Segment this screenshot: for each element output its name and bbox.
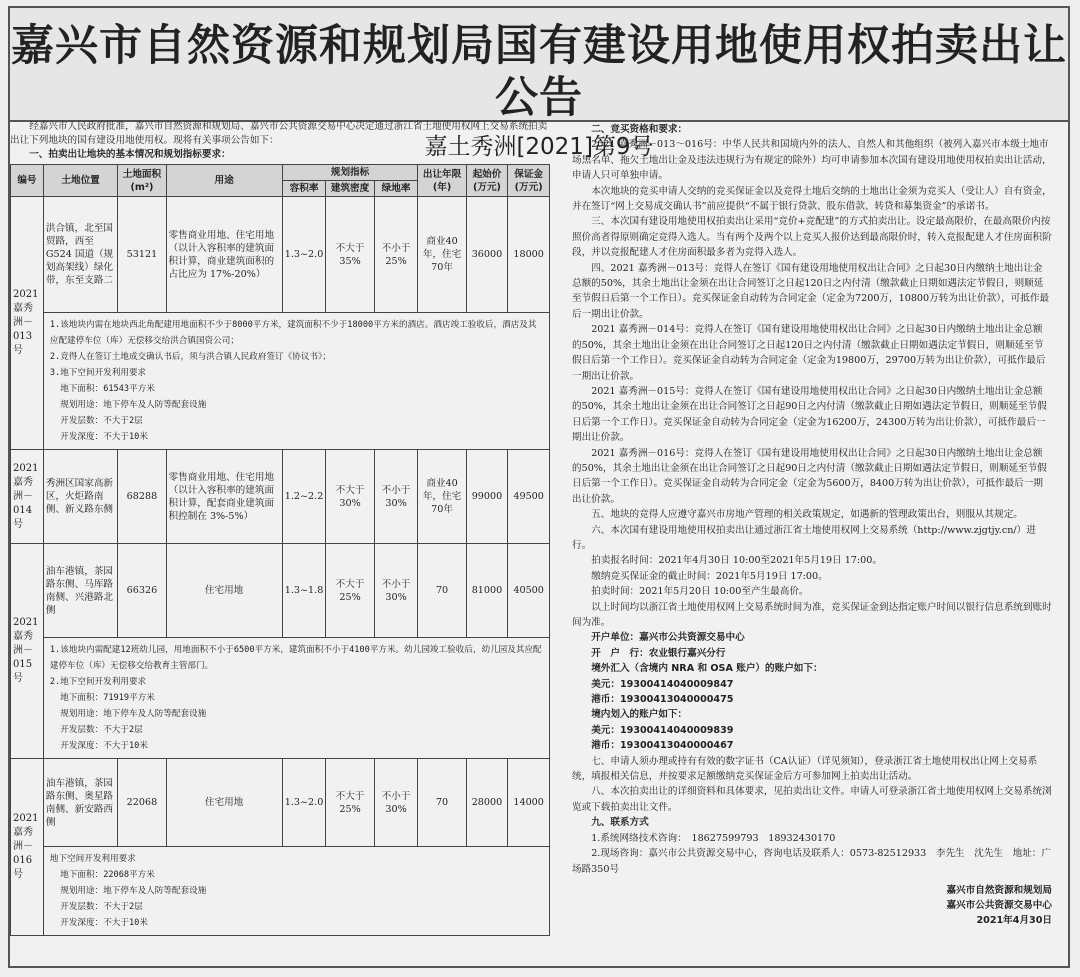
- row-deposit: 18000: [508, 197, 550, 313]
- row-start-price: 81000: [466, 544, 508, 638]
- row-deposit: 49500: [508, 450, 550, 544]
- section-7: 七、申请人须办理或持有有效的数字证书（CA认证）（详见须知），登录浙江省土地使用权出让网上交易系统，填报相关信息，并按要求足额缴纳竞买保证金后方可参加网上拍卖出让活动。: [572, 755, 1038, 783]
- notice-number: 嘉土秀洲[2021]第9号: [424, 134, 654, 160]
- col-density-header: 建筑密度: [326, 181, 374, 197]
- bank-account-unit: 开户单位：嘉兴市公共资源交易中心: [591, 632, 745, 644]
- domestic-hkd-account: 港币：19300413040000467: [591, 740, 734, 752]
- row-area: 66326: [118, 544, 166, 638]
- row-area: 68288: [118, 450, 166, 544]
- foreign-accounts-heading: 境外汇入（含境内 NRA 和 OSA 账户）的账户如下：: [591, 663, 823, 675]
- col-deposit-header: 保证金(万元): [508, 165, 550, 197]
- row-location: 油车港镇，茶园路东侧、马厍路南侧、兴港路北侧: [43, 544, 117, 638]
- section-4-013: 四、2021 嘉秀洲－013号：竞得人在签订《国有建设用地使用权出让合同》之日起30日内缴纳土地出让金总额的50%，其余土地出让金须在出让合同签订之日起120日之内付清（缴款截止日期如遇法定节假日，则顺延至节假日后第一个工作日）。竞买保证金自动转为合同定金（定金为7200万，10800万转为出让价款），可抵作最后一期出让价款。: [572, 262, 1050, 320]
- notice-date: 2021年4月30日: [976, 914, 1052, 926]
- row-id: 2021 嘉秀洲－013号: [11, 197, 44, 450]
- section-5: 五、地块的竞得人应遵守嘉兴市房地产管理的相关政策规定，如遇新的管理政策出台，则服从其规定。: [591, 509, 1023, 521]
- section-4-014: 2021 嘉秀洲－014号：竞得人在签订《国有建设用地使用权出让合同》之日起30日内缴纳土地出让金总额的50%，其余土地出让金须在出让合同签订之日起120日之内付清（缴款截止日期如遇法定节假日，则顺延至节假日后第一个工作日）。竞买保证金自动转为合同定金（定金为19800万，29700万转为出让价款），可抵作最后一期出让价款。: [572, 324, 1046, 382]
- row-note: 1.该地块内需在地块西北角配建用地面积不少于8000平方米，建筑面积不少于18000平方米的酒店。酒店竣工验收后，酒店及其应配建停车位（库）无偿移交给洪合镇国资公司； 2.竞得人在签订土地成交确认书后，须与洪合镇人民政府签订《协议书》； 3.地下空间开发利用要求 地下面积：61543平方米 规划用途：地下停车及人防等配套设施 开发层数：不大于2层 开发深度：不大于10米: [43, 313, 549, 450]
- section-4-016: 2021 嘉秀洲－016号：竞得人在签订《国有建设用地使用权出让合同》之日起30日内缴纳土地出让金总额的50%，其余土地出让金须在出让合同签订之日起90日之内付清（缴款截止日期如遇法定节假日，则顺延至节假日后第一个工作日）。竞买保证金自动转为合同定金（定金为5600万，8400万转为出让价款），可抵作最后一期出让价款。: [572, 447, 1047, 505]
- section-2-para-2: 本次地块的竞买申请人交纳的竞买保证金以及竞得土地后交纳的土地出让金须为竞买人（受让人）自有资金，并在签订“网上交易成交确认书”前应提供“不属于银行贷款、股东借款、转贷和募集资金”的承诺书。: [572, 185, 1052, 213]
- col-area-header: 土地面积(m²): [118, 165, 166, 197]
- row-use: 住宅用地: [166, 759, 282, 847]
- row-deposit: 40500: [508, 544, 550, 638]
- row-start-price: 28000: [466, 759, 508, 847]
- signature-bureau: 嘉兴市自然资源和规划局: [946, 884, 1052, 896]
- domestic-usd-account: 美元：19300414040009839: [591, 724, 734, 736]
- col-term-header: 出让年限(年): [418, 165, 466, 197]
- foreign-usd-account: 美元：19300414040009847: [591, 678, 734, 690]
- notice-title: 嘉兴市自然资源和规划局国有建设用地使用权拍卖出让公告: [11, 21, 1067, 123]
- row-term: 商业40年，住宅70年: [418, 450, 466, 544]
- row-far: 1.2~2.2: [282, 450, 326, 544]
- row-term: 商业40年，住宅70年: [418, 197, 466, 313]
- row-use: 住宅用地: [166, 544, 282, 638]
- contact-onsite: 2.现场咨询：嘉兴市公共资源交易中心，咨询电话及联系人：0573-82512933 李先生 沈先生 地址：广场路350号: [572, 848, 1051, 875]
- table-note-row: [11, 638, 550, 759]
- row-id: 2021 嘉秀洲－016号: [11, 759, 44, 936]
- section-2-para-1: 2021 嘉秀洲－013～016号：中华人民共和国境内外的法人、自然人和其他组织（被列入嘉兴市本级土地市场黑名单、拖欠土地出让金及违法违规行为有规定的除外）均可申请参加本次国有建设用地使用权拍卖出让活动，申请人只可单独申请。: [572, 139, 1052, 182]
- table-header-row: [11, 165, 550, 181]
- right-column: [572, 122, 1052, 928]
- table-row: [11, 759, 550, 847]
- section-8: 八、本次拍卖出让的详细资料和具体要求，见拍卖出让文件。申请人可登录浙江省土地使用权网上交易系统浏览或下载拍卖出让文件。: [572, 786, 1052, 813]
- row-green: 不小于30%: [374, 544, 418, 638]
- row-location: 洪合镇，北至国贸路，西至G524 国道（规划高架线）绿化带，东至支路二: [43, 197, 117, 313]
- bank-name: 开 户 行：农业银行嘉兴分行: [591, 647, 726, 659]
- col-location-header: 土地位置: [43, 165, 117, 197]
- registration-time: 拍卖报名时间：2021年4月30日 10:00至2021年5月19日 17:00。: [591, 555, 882, 567]
- row-term: 70: [418, 759, 466, 847]
- section-2-heading: 二、竞买资格和要求：: [591, 124, 688, 135]
- row-start-price: 36000: [466, 197, 508, 313]
- row-location: 秀洲区国家高新区，火炬路南侧、新义路东侧: [43, 450, 117, 544]
- row-area: 53121: [118, 197, 166, 313]
- domestic-accounts-heading: 境内划入的账户如下：: [591, 709, 688, 721]
- time-note: 以上时间均以浙江省土地使用权网上交易系统时间为准，竞买保证金到达指定账户时间以银行信息系统到账时间为准。: [572, 601, 1052, 628]
- col-id-header: 编号: [11, 165, 44, 197]
- table-note-row: [11, 313, 550, 450]
- col-far-header: 容积率: [282, 181, 326, 197]
- foreign-hkd-account: 港币：19300413040000475: [591, 694, 734, 706]
- col-start-header: 起始价(万元): [466, 165, 508, 197]
- deposit-deadline: 缴纳竞买保证金的截止时间：2021年5月19日 17:00。: [591, 570, 828, 582]
- row-density: 不大于25%: [326, 759, 374, 847]
- row-note: 1.该地块内需配建12班幼儿园，用地面积不小于6500平方米，建筑面积不小于4100平方米。幼儿园竣工验收后，幼儿园及其应配建停车位（库）无偿移交给教育主管部门。 2.地下空间开发利用要求 地下面积：71919平方米 规划用途：地下停车及人防等配套设施 开发层数：不大于2层 开发深度：不大于10米: [43, 638, 549, 759]
- col-green-header: 绿地率: [374, 181, 418, 197]
- section-9-heading: 九、联系方式: [591, 817, 649, 829]
- signature-center: 嘉兴市公共资源交易中心: [946, 899, 1052, 911]
- row-far: 1.3~2.0: [282, 197, 326, 313]
- row-density: 不大于25%: [326, 544, 374, 638]
- table-row: [11, 544, 550, 638]
- row-id: 2021 嘉秀洲－015号: [11, 544, 44, 759]
- row-location: 油车港镇，茶园路东侧、奥星路南侧、新安路西侧: [43, 759, 117, 847]
- row-far: 1.3~2.0: [282, 759, 326, 847]
- row-start-price: 99000: [466, 450, 508, 544]
- row-green: 不小于25%: [374, 197, 418, 313]
- section-3: 三、本次国有建设用地使用权拍卖出让采用“竞价+竞配建”的方式拍卖出让。设定最高限价，在最高限价内按照价高者得原则确定竞得入选人。当有两个及两个以上竞买人报价达到最高限价时，转入竞报配建人才住房面积阶段，并以竞报配建人才住房面积最多者为竞得入选人。: [572, 216, 1052, 259]
- row-far: 1.3~1.8: [282, 544, 326, 638]
- row-use: 零售商业用地、住宅用地（以计入容积率的建筑面积计算，商业建筑面积的占比应为 17%-20%）: [166, 197, 282, 313]
- table-row: [11, 197, 550, 313]
- row-id: 2021 嘉秀洲－014号: [11, 450, 44, 544]
- section-4-015: 2021 嘉秀洲－015号：竞得人在签订《国有建设用地使用权出让合同》之日起30日内缴纳土地出让金总额的50%，其余土地出让金须在出让合同签订之日起90日之内付清（缴款截止日期如遇法定节假日，则顺延至节假日后第一个工作日）。竞买保证金自动转为合同定金（定金为16200万，24300万转为出让价款），可抵作最后一期出让价款。: [572, 385, 1047, 444]
- intro-paragraph: 经嘉兴市人民政府批准，嘉兴市自然资源和规划局、嘉兴市公共资源交易中心决定通过浙江省土地使用权网上交易系统拍卖出让下列地块的国有建设用地使用权。现将有关事项公告如下：: [10, 121, 548, 146]
- row-density: 不大于35%: [326, 197, 374, 313]
- row-density: 不大于30%: [326, 450, 374, 544]
- table-note-row: [11, 847, 550, 936]
- col-use-header: 用途: [166, 165, 282, 197]
- land-table: [10, 164, 550, 936]
- row-area: 22068: [118, 759, 166, 847]
- row-note: 地下空间开发利用要求 地下面积：22068平方米 规划用途：地下停车及人防等配套设施 开发层数：不大于2层 开发深度：不大于10米: [43, 847, 549, 936]
- row-green: 不小于30%: [374, 759, 418, 847]
- section-1-heading: 一、拍卖出让地块的基本情况和规划指标要求：: [29, 149, 231, 160]
- col-plan-header: 规划指标: [282, 165, 418, 181]
- row-use: 零售商业用地、住宅用地（以计入容积率的建筑面积计算，配套商业建筑面积控制在 3%-5%）: [166, 450, 282, 544]
- row-green: 不小于30%: [374, 450, 418, 544]
- table-row: [11, 450, 550, 544]
- contact-tech: 1.系统网络技术咨询： 18627599793 18932430170: [591, 832, 836, 844]
- auction-time: 拍卖时间：2021年5月20日 10:00至产生最高价。: [591, 586, 809, 598]
- row-term: 70: [418, 544, 466, 638]
- section-6: 六、本次国有建设用地使用权拍卖出让通过浙江省土地使用权网上交易系统（http://www.zjgtjy.cn/）进行。: [572, 524, 1036, 551]
- left-column: [10, 120, 550, 936]
- row-deposit: 14000: [508, 759, 550, 847]
